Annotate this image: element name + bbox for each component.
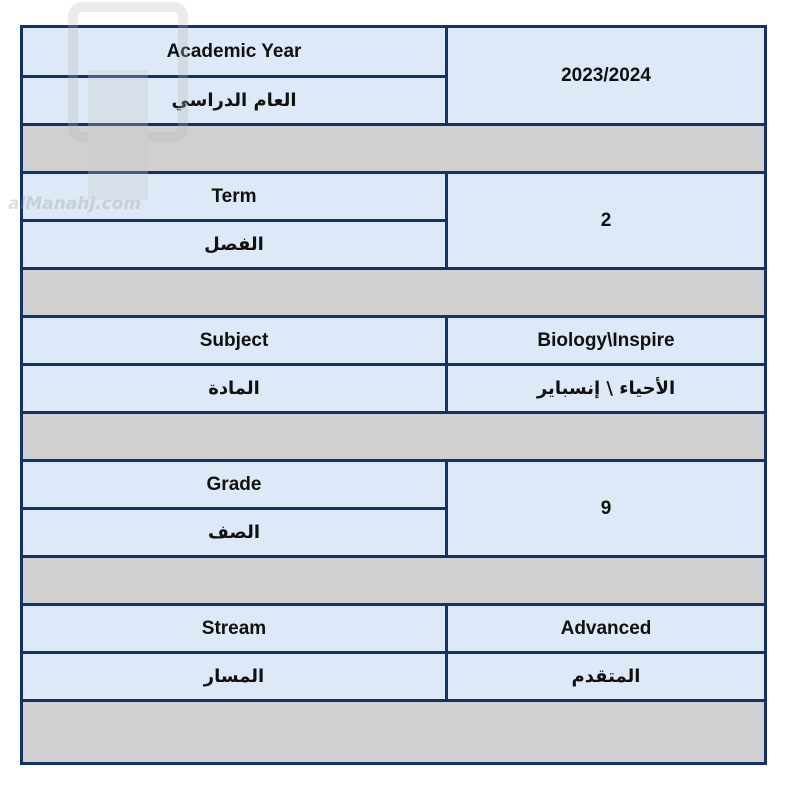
academic-year-value: 2023/2024 [447,27,766,125]
info-table [20,25,767,765]
term-label-en: Term [22,173,447,221]
separator-row [22,701,766,764]
term-value: 2 [447,173,766,269]
separator-bar [22,125,766,173]
separator-bar [22,557,766,605]
table-row [22,365,766,413]
subject-value-en: Biology\Inspire [447,317,766,365]
grade-value: 9 [447,461,766,557]
subject-label-en: Subject [22,317,447,365]
table-row [22,317,766,365]
separator-row [22,125,766,173]
separator-row [22,413,766,461]
academic-year-label-ar: العام الدراسي [22,77,447,125]
subject-label-ar: المادة [22,365,447,413]
watermark-site-text: alManahj.com [8,194,142,214]
separator-bar [22,701,766,764]
separator-bar [22,269,766,317]
table-row [22,173,766,221]
stream-value-en: Advanced [447,605,766,653]
table-row [22,461,766,509]
grade-label-en: Grade [22,461,447,509]
term-label-ar: الفصل [22,221,447,269]
subject-value-ar: الأحياء \ إنسباير [447,365,766,413]
separator-row [22,269,766,317]
stream-label-ar: المسار [22,653,447,701]
academic-year-label-en: Academic Year [22,27,447,77]
stream-value-ar: المتقدم [447,653,766,701]
separator-row [22,557,766,605]
separator-bar [22,413,766,461]
grade-label-ar: الصف [22,509,447,557]
table-row [22,605,766,653]
stream-label-en: Stream [22,605,447,653]
table-row [22,653,766,701]
table-row [22,27,766,77]
